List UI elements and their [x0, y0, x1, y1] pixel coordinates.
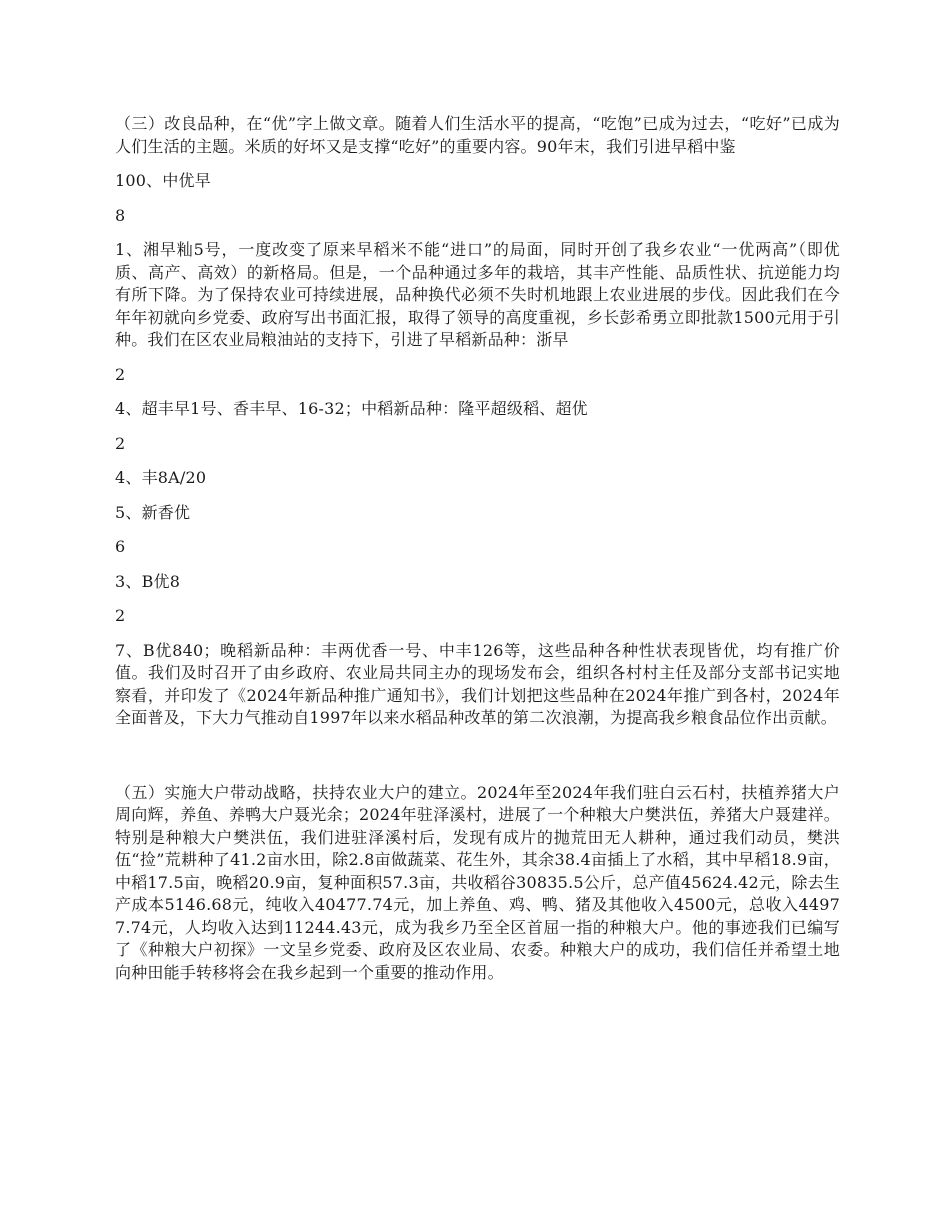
paragraph-fragment: 2 [115, 364, 126, 384]
paragraph-new-early-rice: 1、湘早籼5号，一度改变了原来早稻米不能“进口”的局面，同时开创了我乡农业“一优两高”（即优质、高产、高效）的新格局。但是，一个品种通过多年的栽培，其丰产性能、品质性状、抗逆能力均有所下降。为了保持农业可持续进展，品种换代必须不失时机地跟上农业进展的步伐。因此我们在今年年初就向乡党委、政府写出书面汇报，取得了领导的高度重视，乡长彭希勇立即批款1500元用于引种。我们在区农业局粮油站的支持下，引进了早稻新品种：浙早 [115, 240, 840, 349]
paragraph-large-household-strategy: （五）实施大户带动战略，扶持农业大户的建立。2024年至2024年我们驻白云石村，扶植养猪大户周向辉，养鱼、养鸭大户聂光余；2024年驻泽溪村，进展了一个种粮大户樊洪伍，养猪大户聂建祥。特别是种粮大户樊洪伍，我们进驻泽溪村后，发现有成片的抛荒田无人耕种，通过我们动员，樊洪伍“捡”荒耕种了41.2亩水田，除2.8亩做蔬菜、花生外，其余38.4亩插上了水稻，其中早稻18.9亩，中稻17.5亩，晚稻20.9亩，复种面积57.3亩，共收稻谷30835.5公斤，总产值45624.42元，除去生产成本5146.68元，纯收入40477.74元，加上养鱼、鸡、鸭、猪及其他收入4500元，总收入44977.74元，人均收入达到11244.43元，成为我乡乃至全区首屈一指的种粮大户。他的事迹我们已编写了《种粮大户初探》一文呈乡党委、政府及区农业局、农委。种粮大户的成功，我们信任并希望土地向种田能手转移将会在我乡起到一个重要的推动作用。 [115, 782, 840, 982]
paragraph-fragment: 4、丰8A/20 [115, 468, 207, 487]
paragraph-improve-varieties: （三）改良品种，在“优”字上做文章。随着人们生活水平的提高，“吃饱”已成为过去，“吃好”已成为人们生活的主题。米质的好坏又是支撑“吃好”的重要内容。90年末，我们引进早稻中鉴 [115, 114, 840, 156]
paragraph-fragment: 4、超丰早1号、香丰早、16-32；中稻新品种：隆平超级稻、超优 [115, 399, 588, 418]
paragraph-fragment: 2 [115, 606, 126, 625]
paragraph-fragment: 5、新香优 [115, 502, 191, 522]
paragraph-fragment: 2 [115, 433, 126, 453]
paragraph-fragment: 100、中优早 [115, 171, 211, 190]
paragraph-fragment: 3、B优8 [115, 571, 181, 591]
paragraph-fragment: 6 [115, 537, 126, 556]
paragraph-fragment: 8 [115, 205, 126, 225]
document-page [115, 113, 840, 984]
paragraph-late-rice-promotion: 7、B优840；晚稻新品种：丰两优香一号、中丰126等，这些品种各种性状表现皆优，均有推广价值。我们及时召开了由乡政府、农业局共同主办的现场发布会，组织各村村主任及部分支部书记实地察看，并印发了《2024年新品种推广通知书》，我们计划把这些品种在2024年推广到各村，2024年全面普及，下大力气推动自1997年以来水稻品种改革的第二次浪潮，为提高我乡粮食品位作出贡献。 [115, 640, 840, 727]
